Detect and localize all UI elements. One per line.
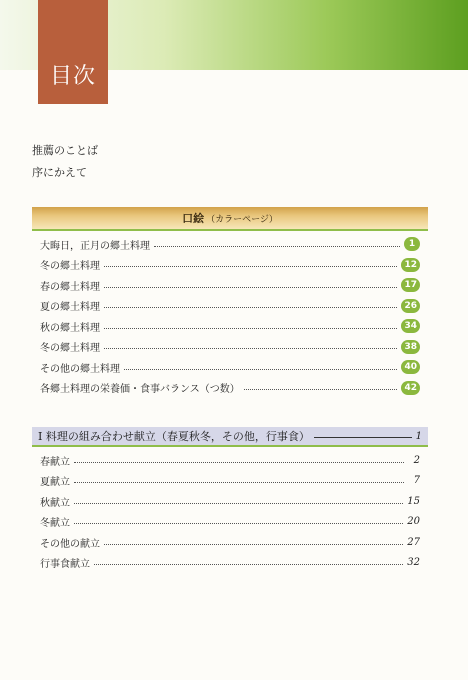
preface-list (32, 140, 98, 184)
toc-entry[interactable] (40, 512, 420, 533)
page-number: 15 (407, 495, 420, 507)
toc-entry[interactable] (40, 553, 420, 574)
toc-entry-label: 春の郷土料理 (40, 281, 100, 293)
toc-entry-label: 冬の郷土料理 (40, 343, 100, 355)
dot-leader (104, 266, 397, 267)
toc-entry-label: 夏献立 (40, 477, 70, 489)
dot-leader (104, 287, 397, 288)
dot-leader (124, 369, 397, 370)
toc-entry-label: その他の郷土料理 (40, 363, 120, 375)
page-number-badge: 38 (401, 340, 420, 354)
section-header-menus[interactable] (32, 427, 428, 447)
page-number: 20 (407, 516, 420, 528)
toc-entry-label: 春献立 (40, 456, 70, 468)
page-number-badge: 34 (401, 319, 420, 333)
toc-entry[interactable] (40, 255, 420, 276)
toc-entry-label: 夏の郷土料理 (40, 302, 100, 314)
toc-entry-label: 秋の郷土料理 (40, 322, 100, 334)
toc-entry-label: 冬献立 (40, 518, 70, 530)
toc-entry[interactable] (40, 532, 420, 553)
dot-leader (104, 328, 397, 329)
toc-entry[interactable] (40, 378, 420, 399)
dot-leader (74, 462, 404, 463)
toc-entry-label: 各郷土料理の栄養価・食事バランス（つ数） (40, 384, 240, 396)
dot-leader (94, 564, 403, 565)
section-title: Ⅰ 料理の組み合わせ献立（春夏秋冬，その他，行事食） (38, 430, 310, 443)
toc-entry-label: 冬の郷土料理 (40, 261, 100, 273)
preface-item-foreword[interactable]: 序にかえて (32, 166, 87, 179)
page-number-badge: 17 (401, 278, 420, 292)
toc-entry[interactable] (40, 357, 420, 378)
page-number-badge: 42 (401, 381, 420, 395)
dot-leader (74, 482, 404, 483)
toc-entry[interactable] (40, 450, 420, 471)
section-page-number: 1 (415, 430, 422, 442)
rule-leader (314, 437, 412, 438)
page-number: 32 (407, 557, 420, 569)
dot-leader (104, 307, 397, 308)
dot-leader (104, 348, 397, 349)
page-number-badge: 1 (404, 237, 420, 251)
toc-entry[interactable] (40, 491, 420, 512)
section-header-frontispiece (32, 207, 428, 231)
dot-leader (244, 389, 398, 390)
page-number: 2 (413, 454, 420, 466)
page-number-badge: 40 (401, 360, 420, 374)
toc-entry-label: その他の献立 (40, 538, 100, 550)
menus-list (40, 450, 420, 573)
dot-leader (104, 544, 403, 545)
section-subtitle: （カラーページ） (206, 214, 278, 225)
toc-entry-label: 大晦日，正月の郷土料理 (40, 240, 150, 252)
toc-entry-label: 秋献立 (40, 497, 70, 509)
preface-item-recommendation[interactable]: 推薦のことば (32, 144, 98, 157)
page-number-badge: 26 (401, 299, 420, 313)
page-number-badge: 12 (401, 258, 420, 272)
toc-entry[interactable] (40, 316, 420, 337)
toc-entry-label: 行事食献立 (40, 559, 90, 571)
dot-leader (74, 523, 403, 524)
toc-title-box (38, 0, 108, 104)
frontispiece-list (40, 234, 420, 398)
toc-entry[interactable] (40, 296, 420, 317)
page-number: 7 (413, 475, 420, 487)
dot-leader (74, 503, 403, 504)
dot-leader (154, 246, 400, 247)
toc-entry[interactable] (40, 471, 420, 492)
toc-entry[interactable] (40, 337, 420, 358)
page-title: 目次 (49, 64, 96, 89)
section-title: 口絵 (182, 212, 205, 225)
toc-entry[interactable] (40, 275, 420, 296)
page-number: 27 (407, 536, 420, 548)
toc-entry[interactable] (40, 234, 420, 255)
